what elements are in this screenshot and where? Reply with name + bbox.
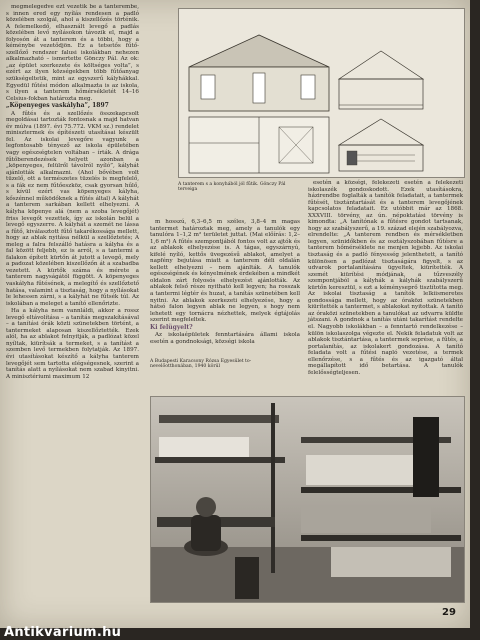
paragraph-body: A fűtés és a szellőzés összekapcsolt megoldásai tartozták fontosnak a majd hatvan év múlva (1897. évi 75.772. VKM sz.) rendelet minisztermek és építészeti utasításai készült fel. Az iskolai levegőre vagyunk a legfontosabb tényező az iskola épületében vagy egészségtelen voltában – írták. A drága fűtőberendezések helyett azonban a „köpenyeges, felülről távolról nyíló”, kályhát ajánlották alkalmazni. (Ahol bővében volt tüzelő, ott a természetes tüzelés is megfelelő, s a fák ez nem fűtőeszköz, csak gyorsan hűlő, s kívül ezért vas köpenyeges kályha, kőszénnel működőknek a fűtés által) A kályhát a tanterem sarkában kellett elhelyezni. A kályha köpenye alá (nem a szoba levegőjét) friss levegőt vezettek, így az iskolán belül a levegő egyszerre. A kályhát a szemét ne lássa a fűtő, kiválasztott fűtő takarékossága mellett, hogy az ablak nyitása nélkül a szellőztetés; A meleg a falra felszálló hatásra a kályha és a fal között feljebb, ez is arról, s a tantermi a falakon épített kürtőn át jutott a levegő, mely a padozat közelében kiszellőzőn át a szabadba vezetett. A kürtők száma és mérete a tanterem nagyságától függött. A köpenyeges vaskályha fűtésének, a melegítő és szellőztető hatása, valamint a tisztaság, hogy a nyílásokat le lehessen zárni, s a kályhát ne fűtsék túl. Az iskolában a meleget a tanító ellenőrizte. bbox=[6, 110, 139, 307]
paragraph-middle: m hosszú, 6,3–6,5 m széles, 3,8–4 m magas tantermet határoztak meg, amely a tanulók egy tanulóra 1–1,2 m² területet juttat. (Mai előírás: 1,2–1,6 m²) A fűtés szempontjából fontos volt az ajtók és az ablakok elhelyezése is. A tágas, egyszárnyú, kifelé nyíló, kettős üvegezésű ablakot, amelyet a napfény bejutása miatt a tanterem déli oldalán kellett elhelyezni – nem ajánlták. A tanulók egészségének és kényelmének érdekében a mindkét oldalon zárt folyosós elhelyezést ajánlották. Az ablakok felső része nyitható kell legyen; ha rosszak a tantermi légtér és huzat, a tanítás szünetében kell nyitni. Az ablakok szerkezeti elhelyezése, hogy a hátsó falon legyen ablak ne legyen, s hogy nem lehetett egy tornácra nézhettek, melyek égtájolás szerint megfeleltek. bbox=[150, 219, 300, 324]
section-heading-vaskalyha: „Köpenyeges vaskályha”, 1897 bbox=[6, 102, 109, 110]
paragraph-end: Ha a kályha nem vannláldi, akkor a rossz levegő eltávolítása – a tanítás megszakításával – a tanítási órák közti szünetekben történt, a tantermeket alaposan kiszellőztették. Ezek alól, ha az ablakot felnyitják, a padlózat közel nyíltak, kiürítsák a termeket, s a tanítást a szemben levő termekben folytatják. Az 1897. évi utasításokat készítő a kályha tanterem levegőjét sem tartotta elégségesnek, szerint a tanítás alatt a nyílásokat nem szabad kinyitni. A minisztériumi maximum 12 bbox=[6, 308, 139, 380]
section-heading-felugyelt: Ki felügyelt? bbox=[150, 323, 193, 331]
text-column-left bbox=[6, 4, 139, 381]
paragraph-intro: megmelegedve ezt vezetik be a tanterembe, s innen ered egy nyílás rendesen a padló közelében szolgál, ahol a kiszellőzés történik. A felemelkedő, elhasznált levegő a padlás közelében levő nyílásokon távozik el, majd a folyosón át a tanterem és a többi, hogy a kéménybe vezetődjön. Ez a tetsetős fűtő-szellőző rendszer falusi iskolákban nehezen alkalmazható – ismertette Gönczy Pál. Az ok: „az épület szerkezete és költséges volta”, s ezért az ilyen községekben több fűtőanyag szükségeltetik, mint az egyszerű kályhákkal. Egyedül fűtési módon alkalmazta is az iskola, s ilyen a tanterem hőmérsékletét 14–16 Celsius-fokban határozta meg. bbox=[6, 4, 139, 102]
bunk-beds-photo bbox=[151, 397, 464, 602]
architectural-drawing-figure bbox=[178, 8, 465, 178]
bottom-figure-caption: A Budapesti Karacsony Rózsa Egyesület to-nevelőotthonában, 1940 körül bbox=[150, 359, 252, 370]
dormitory-photo-figure bbox=[150, 396, 465, 603]
text-column-right bbox=[308, 180, 463, 377]
top-figure-caption: A tanterem s a konyhából jól fűtik. Gönczy Pál terveiga bbox=[178, 182, 286, 193]
page-number: 29 bbox=[442, 607, 456, 618]
paragraph-right: esetén a községi, felekezeti esetén a felekezeti iskolaszék gondoskodott. Ezek utasításokra, házirendbe foglalták a tanítók feladatait, a tantermek fűtését, tisztántartását és a tanterem levegőjének kapcsolatos feladatait. Ez utóbbit már az 1868. XXXVIII. törvény, az ún. népoktatási törvény is kimondta: „A tanítónak a fűtésre gondot tartsanak, hogy az szabályszerű, a 19. század elején szabályozva, elrendelte: „A tanterem rendben és mérsékletben legyen, szünidőkben és az osztályszobában fűtésre a tanterem hőmérséklete ne menjen lejjebb. Az iskolai tisztaság és a padló fényesség jelenthetett, a tanító különösen a padlózat tisztaságára figyelt, s az udvarok portalanítására ügyeltek, kiürítették. A szemét kiürítési módjának, a tűzveszély szempontjából a kályhák a kályhák szabályszerű kürtőn keresztül, s ezt a kéményseprő tisztította meg. Az iskolai tisztaság a tanítók lelkiismeretes gondossága mellett, hogy az óraközi szünetekben kiürítették a tantermet, s ablakokat nyitottak. A tanító az óraközi szünetekben a tanulókat az udvarra küldte játszani. A gondnok a tanítás utáni takarítást rendelte el. Nagyobb iskolákban – a fenntartó rendelkezése – külön iskolaszolga végezte el. Nekik feladatuk volt az ablakok tisztántartása, a tantermek seprése, a fűtés, a portalanítás, az iskolakert gondozása. A tanító feladata volt a fűtési napló vezetése, a termek ellenőrzése, s a fűtés és az igazgató által megállapított idő betartása. A tanulók felelősségteljesen. bbox=[308, 180, 463, 376]
watermark-bar bbox=[0, 625, 480, 640]
text-column-middle bbox=[150, 219, 300, 346]
watermark-text: Antikvarium.hu bbox=[4, 625, 122, 640]
school-building-elevation-drawing bbox=[179, 9, 464, 177]
paragraph-middle-2: Az iskolaépületek fenntartására állami iskola esetén a gondnoksági, községi iskola bbox=[150, 332, 300, 345]
